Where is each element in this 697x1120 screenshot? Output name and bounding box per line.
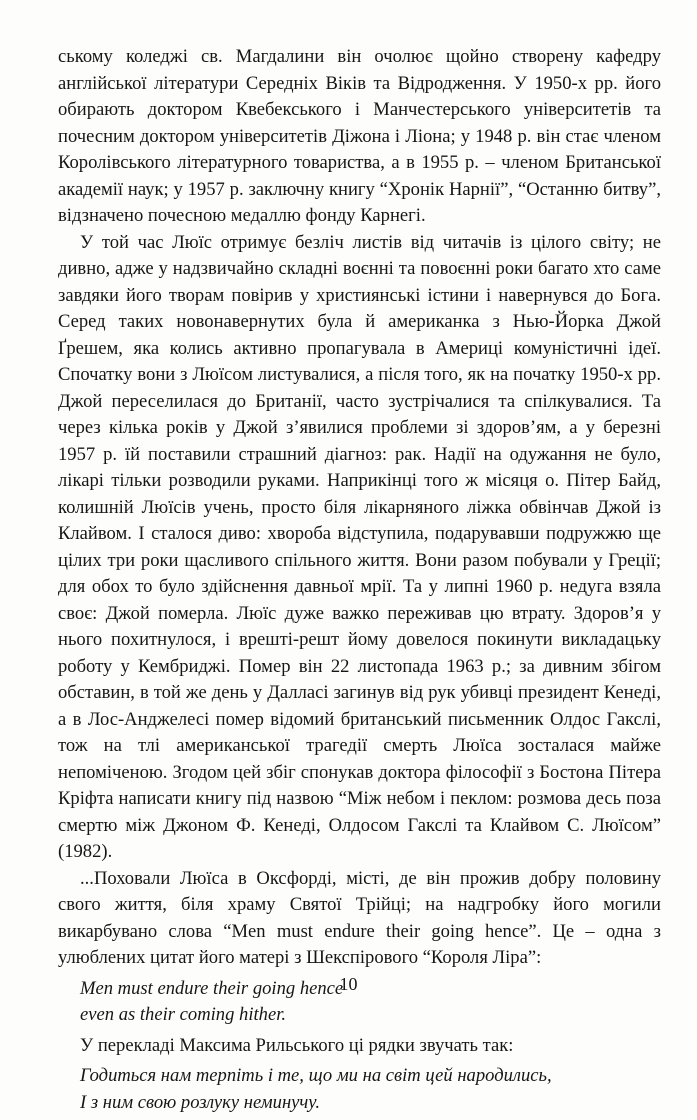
paragraph-career: ському коледжі св. Магдалини він очолює щойно створену кафедру англійської літератури Середніх Віків та Відродження. У 1950-х рр. його обирають доктором Квебекського і Манчестерського університетів та почесним доктором університетів Діжона і Ліона; у 1948 р. він стає членом Королівського літературного товариства, а в 1955 р. – членом Британської академії наук; у 1957 р. заключну книгу “Хронік Нарнії”, “Останню битву”, відзначено почесною медаллю фонду Карнегі. xyxy=(58,46,661,226)
paragraph-translation-intro: У перекладі Максима Рильського ці рядки звучать так: xyxy=(80,1034,514,1056)
quote-ukrainian xyxy=(80,1063,661,1116)
quote-ukrainian-line: Годиться нам терпіть і те, що ми на світ цей народились, xyxy=(80,1065,552,1086)
page-number: 10 xyxy=(339,974,358,994)
paragraph-burial: ...Поховали Люїса в Оксфорді, місті, де він прожив добру половину свого життя, біля храму Святої Трійці; на надгробку його могили викарбувано слова “Men must endure their going hence”. Це – одна з улюблених цитат його матері з Шекспірового “Короля Ліра”: xyxy=(58,867,661,968)
quote-english-line: Men must endure their going hence xyxy=(80,977,344,999)
quote-ukrainian-line: І з ним свою розлуку неминучу. xyxy=(80,1091,321,1113)
page-body xyxy=(58,44,661,1120)
quote-english-line: even as their coming hither. xyxy=(80,1004,287,1025)
paragraph-joy-gresham: У той час Люїс отримує безліч листів від читачів із цілого світу; не дивно, адже у надзвичайно складні воєнні та повоєнні роки багато хто саме завдяки його творам повірив у християнські істини і навернувся до Бога. Серед таких новонавернутих була й американка з Нью-Йорка Джой Ґрешем, яка колись активно пропагувала в Америці комуністичні ідеї. Спочатку вони з Люїсом листувалися, а після того, як на початку 1950-х рр. Джой переселилася до Британії, часто зустрічалися та спілкувалися. Та через кілька років у Джой з’явилися проблеми зі здоров’ям, а у березні 1957 р. їй поставили страшний діагноз: рак. Надії на одужання не було, лікарі тільки розводили руками. Наприкінці того ж місяця о. Пітер Байд, колишній Люїсів учень, просто біля лікарняного ліжка обвінчав Джой із Клайвом. І сталося диво: хвороба відступила, подарувавши подружжю ще цілих три роки щасливого спільного життя. Вони разом побували у Греції; для обох то було здійснення давньої мрії. Та у липні 1960 р. недуга взяла своє: Джой померла. Люїс дуже важко переживав цю втрату. Здоров’я у нього похитнулося, і врешті-решт йому довелося покинути викладацьку роботу у Кембриджі. Помер він 22 листопада 1963 р.; за дивним збігом обставин, в той же день у Далласі загинув від рук убивці президент Кенеді, а в Лос-Анджелесі помер відомий британський письменник Олдос Гакслі, тож на тлі американської трагедії смерть Люїса зосталася майже непоміченою. Згодом цей збіг спонукав доктора філософії з Бостона Пітера Кріфта написати книгу під назвою “Між небом і пеклом: розмова десь поза смертю між Джоном Ф. Кенеді, Олдосом Гакслі та Клайвом С. Люїсом” (1982). xyxy=(58,231,661,862)
